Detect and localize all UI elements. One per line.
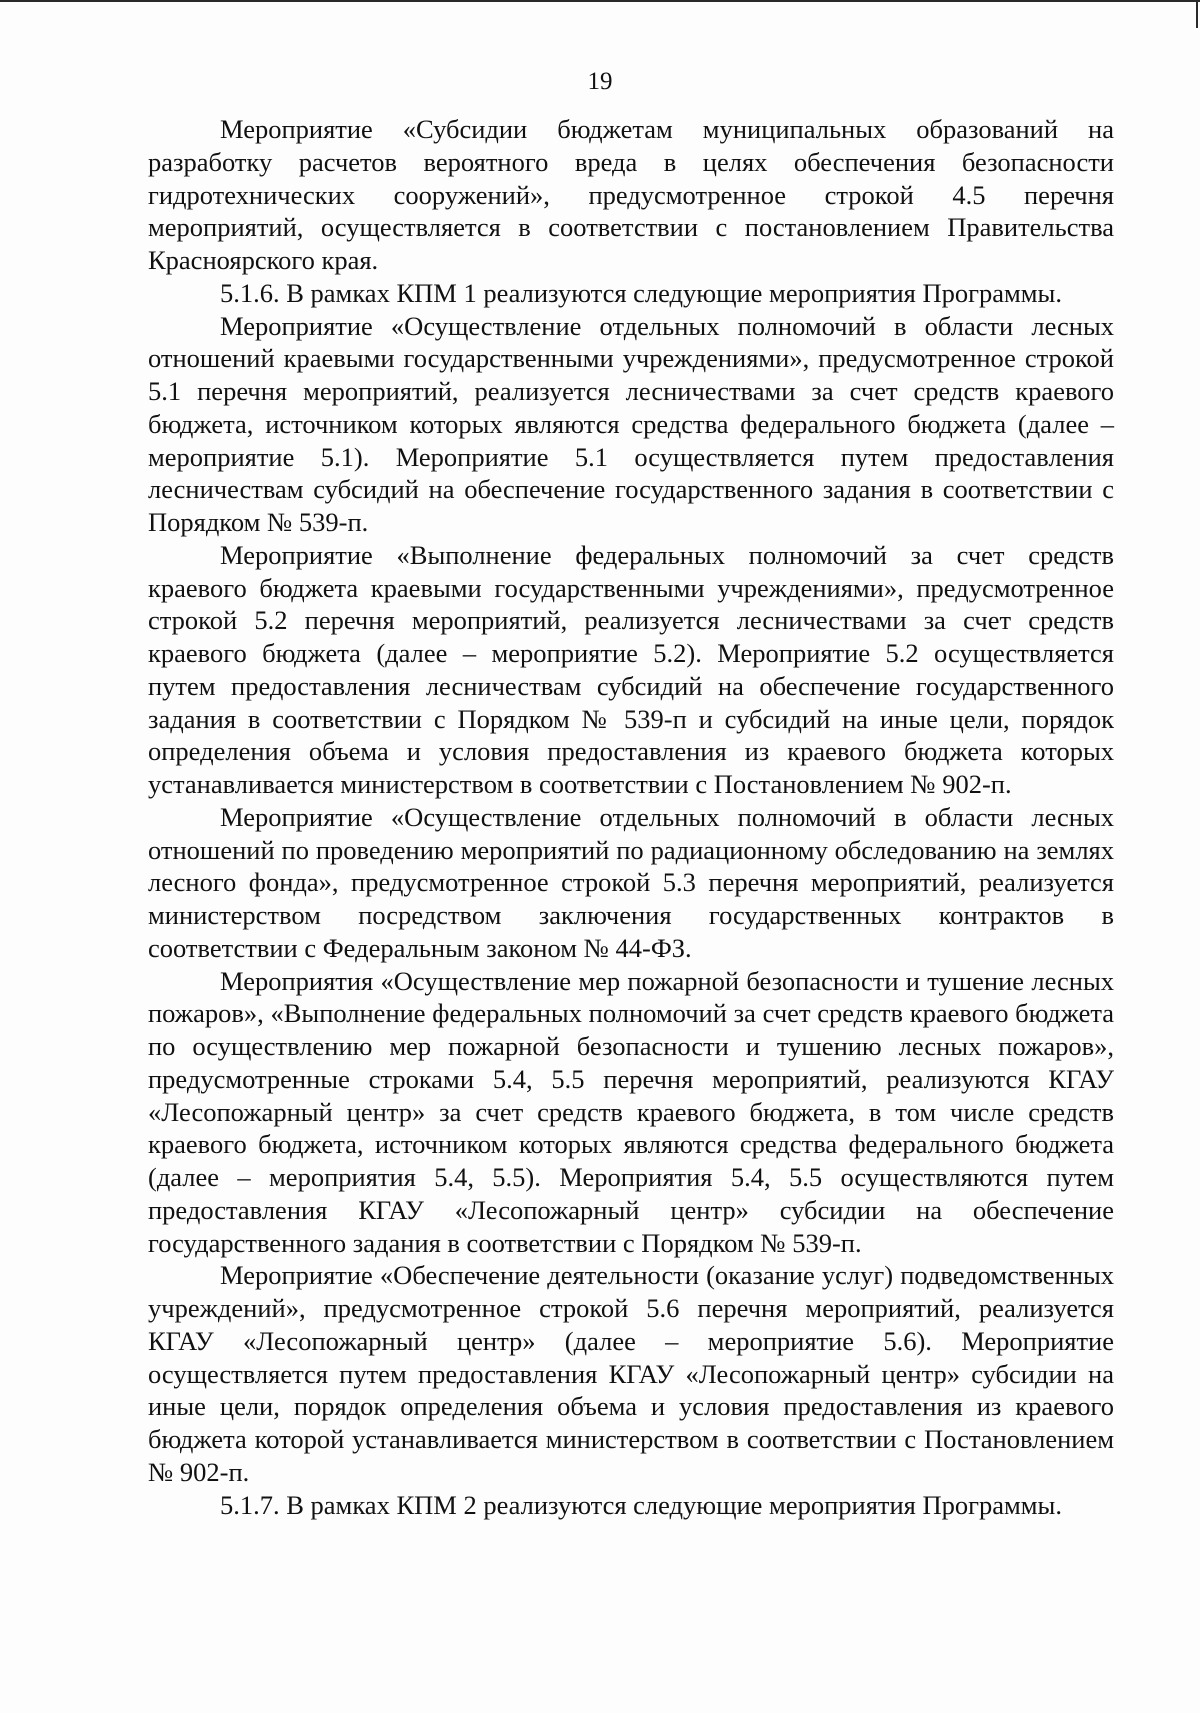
paragraph: Мероприятия «Осуществление мер пожарной безопасности и тушение лесных пожаров», «Выполнение федеральных полномочий за счет средств краевого бюджета по осуществлению мер пожарной безопасности и тушению лесных пожаров», предусмотренные строками 5.4, 5.5 перечня мероприятий, реализуются КГАУ «Лесопожарный центр» за счет средств краевого бюджета, в том числе средств краевого бюджета, источником которых являются средства федерального бюджета (далее – мероприятия 5.4, 5.5). Мероприятия 5.4, 5.5 осуществляются путем предоставления КГАУ «Лесопожарный центр» субсидии на обеспечение государственного задания в соответствии с Порядком № 539-п. — [148, 965, 1114, 1258]
paragraph: 5.1.6. В рамках КПМ 1 реализуются следующие мероприятия Программы. — [220, 277, 1062, 308]
paragraph: Мероприятие «Осуществление отдельных полномочий в области лесных отношений краевыми государственными учреждениями», предусмотренное строкой 5.1 перечня мероприятий, реализуется лесничествами за счет средств краевого бюджета, источником которых являются средства федерального бюджета (далее – мероприятие 5.1). Мероприятие 5.1 осуществляется путем предоставления лесничествам субсидий на обеспечение государственного задания в соответствии с Порядком № 539-п. — [148, 310, 1114, 537]
paragraph: Мероприятие «Выполнение федеральных полномочий за счет средств краевого бюджета краевыми государственными учреждениями», предусмотренное строкой 5.2 перечня мероприятий, реализуется лесничествами за счет средств краевого бюджета (далее – мероприятие 5.2). Мероприятие 5.2 осуществляется путем предоставления лесничествам субсидий на обеспечение государственного задания в соответствии с Порядком № 539-п и субсидий на иные цели, порядок определения объема и условия предоставления из краевого бюджета которых устанавливается министерством в соответствии с Постановлением № 902-п. — [148, 539, 1114, 799]
scan-border-top — [0, 0, 1200, 2]
page-number: 19 — [587, 68, 613, 95]
document-body — [148, 113, 1114, 1521]
paragraph: 5.1.7. В рамках КПМ 2 реализуются следующие мероприятия Программы. — [220, 1489, 1062, 1520]
paragraph: Мероприятие «Обеспечение деятельности (оказание услуг) подведомственных учреждений», предусмотренное строкой 5.6 перечня мероприятий, реализуется КГАУ «Лесопожарный центр» (далее – мероприятие 5.6). Мероприятие осуществляется путем предоставления КГАУ «Лесопожарный центр» субсидии на иные цели, порядок определения объема и условия предоставления из краевого бюджета которой устанавливается министерством в соответствии с Постановлением № 902-п. — [148, 1260, 1114, 1487]
scan-border-right — [1196, 0, 1198, 28]
paragraph: Мероприятие «Осуществление отдельных полномочий в области лесных отношений по проведению мероприятий по радиационному обследованию на землях лесного фонда», предусмотренное строкой 5.3 перечня мероприятий, реализуется министерством посредством заключения государственных контрактов в соответствии с Федеральным законом № 44-ФЗ. — [148, 801, 1114, 963]
paragraph: Мероприятие «Субсидии бюджетам муниципальных образований на разработку расчетов вероятного вреда в целях обеспечения безопасности гидротехнических сооружений», предусмотренное строкой 4.5 перечня мероприятий, осуществляется в соответствии с постановлением Правительства Красноярского края. — [148, 114, 1114, 275]
